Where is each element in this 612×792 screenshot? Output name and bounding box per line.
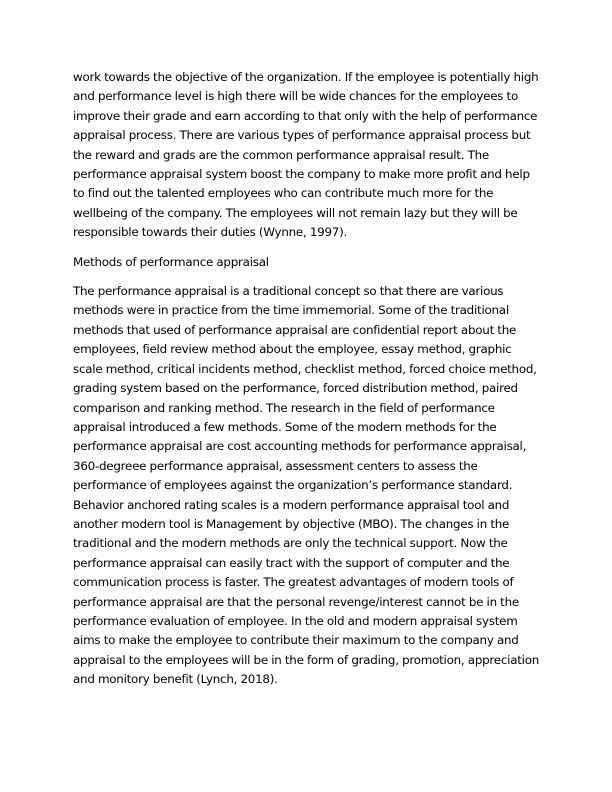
document-body	[73, 68, 543, 700]
paragraph-intro: work towards the objective of the organization. If the employee is potentially high and performance level is high there will be wide chances for the employees to improve their grade and earn according to that only with the help of performance appraisal process. There are various types of performance appraisal process but the reward and grads are the common performance appraisal result. The performance appraisal system boost the company to make more profit and help to find out the talented employees who can contribute much more for the wellbeing of the company. The employees will not remain lazy but they will be responsible towards their duties (Wynne, 1997).	[73, 70, 539, 240]
paragraph-methods: The performance appraisal is a traditional concept so that there are various methods were in practice from the time immemorial. Some of the traditional methods that used of performance appraisal are confidential report about the employees, field review method about the employee, essay method, graphic scale method, critical incidents method, checklist method, forced choice method, grading system based on the performance, forced distribution method, paired comparison and ranking method. The research in the field of performance appraisal introduced a few methods. Some of the modern methods for the performance appraisal are cost accounting methods for performance appraisal, 360-degreee performance appraisal, assessment centers to assess the performance of employees against the organization’s performance standard. Behavior anchored rating scales is a modern performance appraisal tool and another modern tool is Management by objective (MBO). The changes in the traditional and the modern methods are only the technical support. Now the performance appraisal can easily tract with the support of computer and the communication process is faster. The greatest advantages of modern tools of performance appraisal are that the personal revenge/interest cannot be in the performance evaluation of employee. In the old and modern appraisal system aims to make the employee to contribute their maximum to the company and appraisal to the employees will be in the form of grading, promotion, appreciation and monitory benefit (Lynch, 2018).	[73, 284, 540, 687]
section-heading: Methods of performance appraisal	[73, 254, 269, 269]
